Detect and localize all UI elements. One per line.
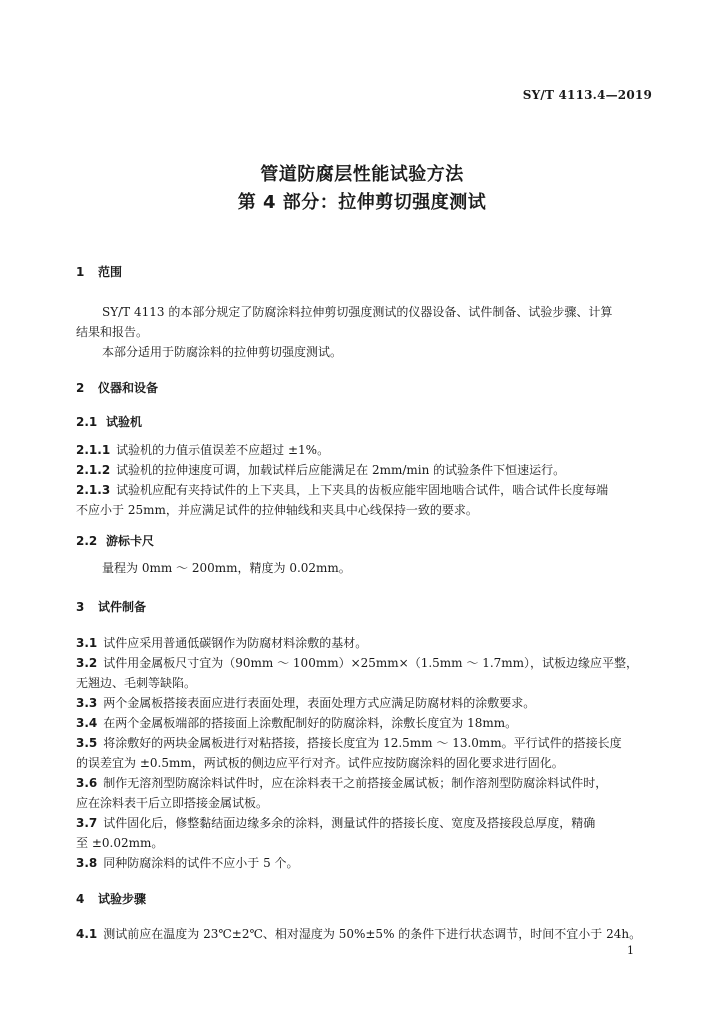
clause-text: 测试前应在温度为 23℃±2℃、相对湿度为 50%±5% 的条件下进行状态调节，时间不宜小于 24h。 <box>103 927 642 941</box>
clause-3-2 <box>76 653 638 673</box>
section-number: 1 <box>76 265 85 279</box>
clause-continuation: 的误差宜为 ±0.5mm，两试板的侧边应平行对齐。试件应按防腐涂料的固化要求进行固化。 <box>76 756 564 770</box>
clause-3-4 <box>76 713 517 733</box>
clause-4-1 <box>76 924 641 944</box>
clause-number: 3.6 <box>76 776 98 790</box>
clause-continuation: 至 ±0.02mm。 <box>76 836 164 850</box>
paragraph: 量程为 0mm ～ 200mm，精度为 0.02mm。 <box>102 561 351 575</box>
clause-number: 2.1.2 <box>76 463 111 477</box>
paragraph: SY/T 4113 的本部分规定了防腐涂料拉伸剪切强度测试的仪器设备、试件制备、试验步骤、计算 <box>102 305 613 319</box>
clause-text: 试验机应配有夹持试件的上下夹具，上下夹具的齿板应能牢固地啮合试件，啮合试件长度每端 <box>116 483 609 497</box>
clause-3-6 <box>76 773 607 793</box>
clause-number: 2.1.3 <box>76 483 111 497</box>
clause-continuation: 无翘边、毛刺等缺陷。 <box>76 676 197 690</box>
clause-3-7 <box>76 813 595 833</box>
clause-text: 试件应采用普通低碳钢作为防腐材料涂敷的基材。 <box>103 636 368 650</box>
clause-text: 试件固化后，修整黏结面边缘多余的涂料，测量试件的搭接长度、宽度及搭接段总厚度，精确 <box>103 816 596 830</box>
section-title: 试验步骤 <box>98 892 147 906</box>
clause-number: 2.1.1 <box>76 443 111 457</box>
section-title: 游标卡尺 <box>106 534 155 548</box>
clause-2-1-3 <box>76 480 608 500</box>
section-heading-4 <box>76 890 146 907</box>
paragraph-continuation: 结果和报告。 <box>76 325 149 339</box>
section-heading-2 <box>76 379 158 396</box>
clause-text: 两个金属板搭接表面应进行表面处理，表面处理方式应满足防腐材料的涂敷要求。 <box>103 696 536 710</box>
clause-2-1-1 <box>76 440 329 460</box>
clause-number: 3.5 <box>76 736 98 750</box>
clause-3-3 <box>76 693 535 713</box>
clause-continuation: 不应小于 25mm，并应满足试件的拉伸轴线和夹具中心线保持一致的要求。 <box>76 503 478 517</box>
clause-number: 3.7 <box>76 816 98 830</box>
clause-number: 3.1 <box>76 636 98 650</box>
clause-text: 试件用金属板尺寸宜为（90mm ～ 100mm）×25mm×（1.5mm ～ 1.7mm），试板边缘应平整， <box>103 656 639 670</box>
document-subtitle: 第 4 部分：拉伸剪切强度测试 <box>237 192 487 213</box>
clause-text: 试验机的拉伸速度可调，加载试样后应能满足在 2mm/min 的试验条件下恒速运行。 <box>116 463 566 477</box>
clause-3-1 <box>76 633 367 653</box>
standard-number: SY/T 4113.4—2019 <box>522 88 652 102</box>
clause-number: 3.4 <box>76 716 98 730</box>
section-title: 仪器和设备 <box>98 381 159 395</box>
document-title: 管道防腐层性能试验方法 <box>260 164 464 185</box>
section-heading-3 <box>76 598 146 615</box>
section-title: 试件制备 <box>98 600 147 614</box>
clause-text: 试验机的力值示值误差不应超过 ±1%。 <box>116 443 330 457</box>
section-title: 试验机 <box>106 415 143 429</box>
subsection-heading-2-2 <box>76 532 154 549</box>
section-number: 2.1 <box>76 415 98 429</box>
page-number: 1 <box>627 944 634 957</box>
clause-text: 同种防腐涂料的试件不应小于 5 个。 <box>103 856 299 870</box>
section-title: 范围 <box>98 265 123 279</box>
section-heading-1 <box>76 263 122 280</box>
paragraph: 本部分适用于防腐涂料的拉伸剪切强度测试。 <box>102 345 343 359</box>
subsection-heading-2-1 <box>76 413 142 430</box>
clause-continuation: 应在涂料表干后立即搭接金属试板。 <box>76 796 269 810</box>
section-number: 2.2 <box>76 534 98 548</box>
clause-text: 制作无溶剂型防腐涂料试件时，应在涂料表干之前搭接金属试板；制作溶剂型防腐涂料试件时， <box>103 776 608 790</box>
clause-text: 在两个金属板端部的搭接面上涂敷配制好的防腐涂料，涂敷长度宜为 18mm。 <box>103 716 518 730</box>
clause-text: 将涂敷好的两块金属板进行对粘搭接，搭接长度宜为 12.5mm ～ 13.0mm。平行试件的搭接长度 <box>103 736 622 750</box>
clause-number: 3.3 <box>76 696 98 710</box>
clause-number: 3.8 <box>76 856 98 870</box>
clause-3-5 <box>76 733 622 753</box>
section-number: 3 <box>76 600 85 614</box>
clause-3-8 <box>76 853 299 873</box>
clause-2-1-2 <box>76 460 565 480</box>
section-number: 4 <box>76 892 85 906</box>
section-number: 2 <box>76 381 85 395</box>
clause-number: 3.2 <box>76 656 98 670</box>
clause-number: 4.1 <box>76 927 98 941</box>
